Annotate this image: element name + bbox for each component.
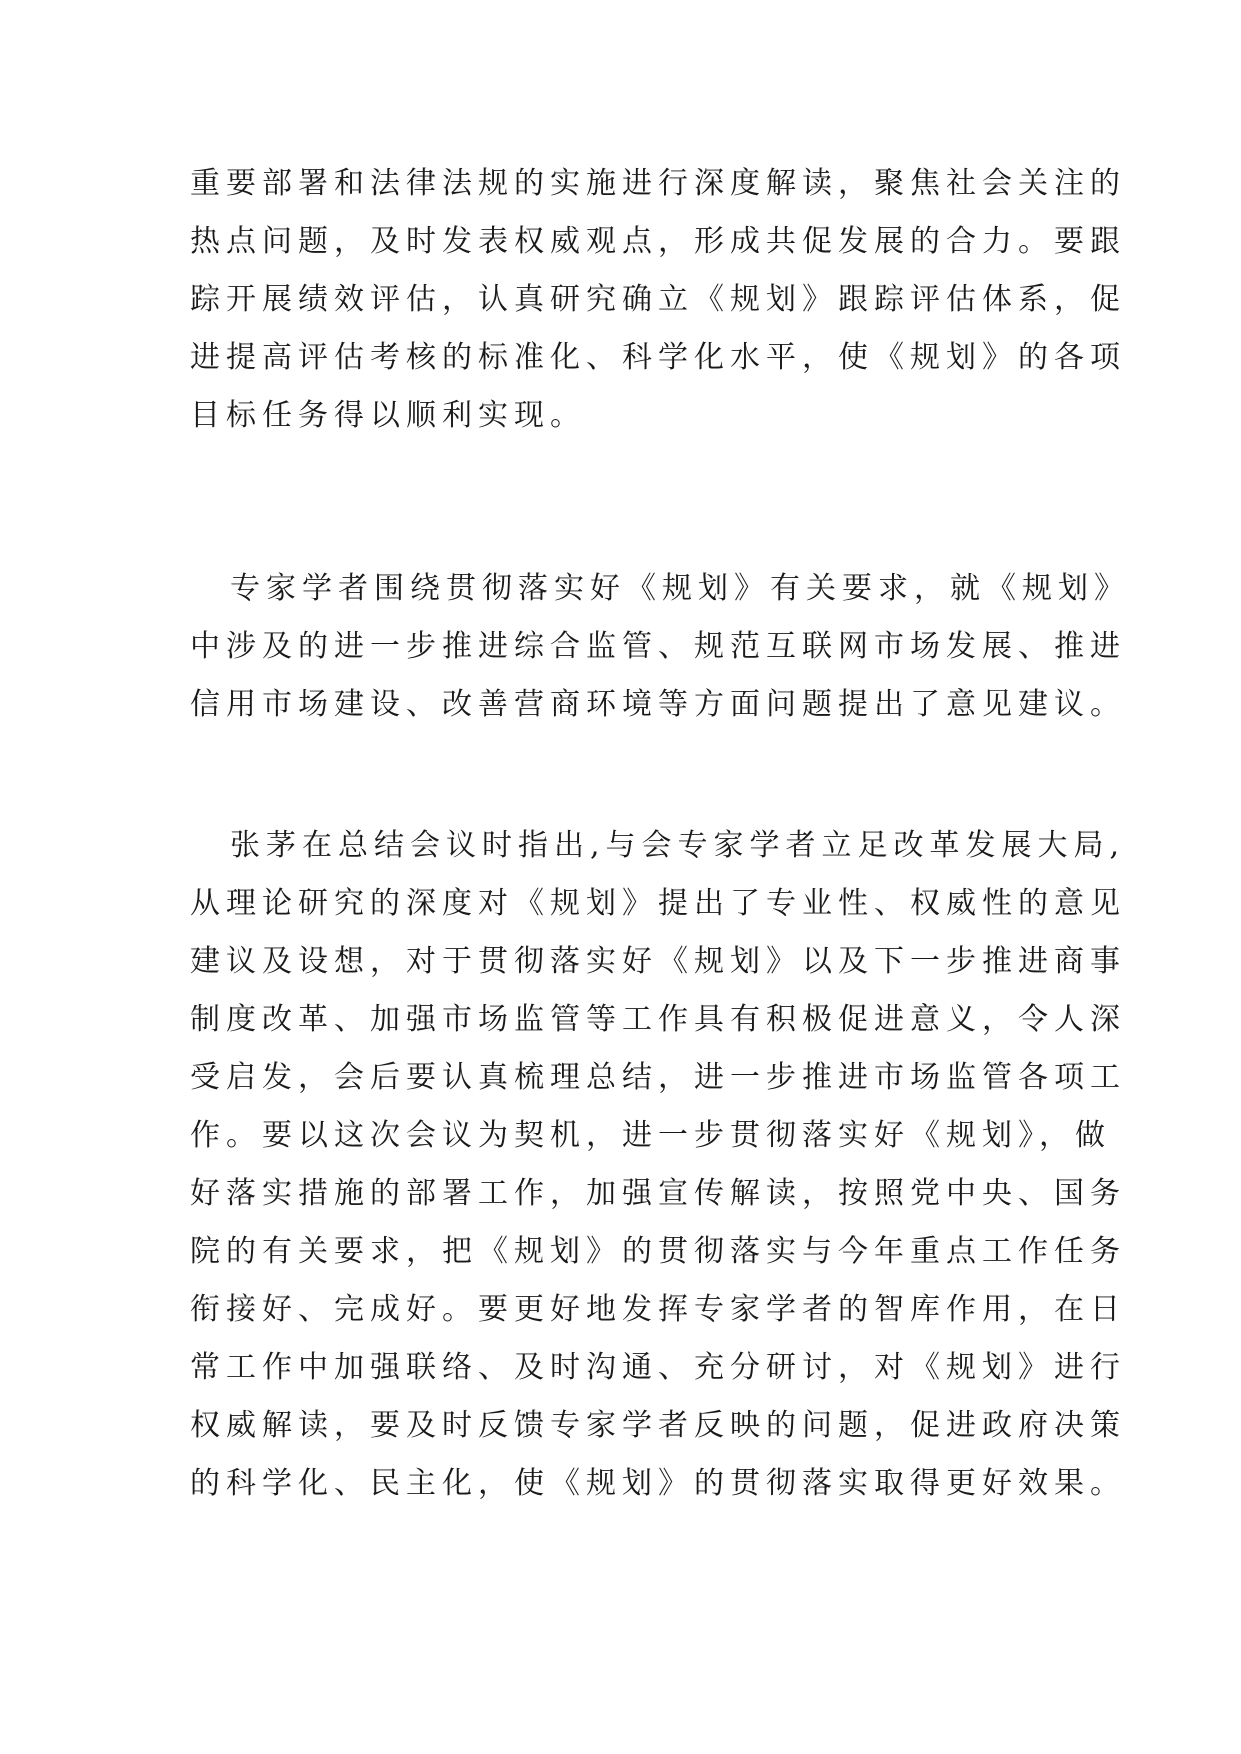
- text-line: 常工作中加强联络、及时沟通、充分研讨，对《规划》进行: [190, 1350, 1126, 1385]
- text-line: 权威解读，要及时反馈专家学者反映的问题，促进政府决策: [190, 1408, 1126, 1443]
- text-line: 从理论研究的深度对《规划》提出了专业性、权威性的意见: [190, 886, 1126, 921]
- text-line: 好落实措施的部署工作，加强宣传解读，按照党中央、国务: [190, 1176, 1126, 1211]
- paragraph-3: [190, 817, 1126, 1513]
- text-line: 进提高评估考核的标准化、科学化水平，使《规划》的各项: [190, 340, 1126, 375]
- text-line: 重要部署和法律法规的实施进行深度解读，聚焦社会关注的: [190, 166, 1126, 201]
- text-line: 制度改革、加强市场监管等工作具有积极促进意义，令人深: [190, 1002, 1126, 1037]
- text-line: 中涉及的进一步推进综合监管、规范互联网市场发展、推进: [190, 629, 1126, 664]
- text-line: 受启发，会后要认真梳理总结，进一步推进市场监管各项工: [190, 1060, 1126, 1095]
- text-line: 目标任务得以顺利实现。: [190, 398, 586, 433]
- text-line: 衔接好、完成好。要更好地发挥专家学者的智库作用，在日: [190, 1292, 1126, 1327]
- text-line: 热点问题，及时发表权威观点，形成共促发展的合力。要跟: [190, 224, 1126, 259]
- text-line: 张茅在总结会议时指出,与会专家学者立足改革发展大局,: [230, 828, 1126, 863]
- text-line: 作。要以这次会议为契机，进一步贯彻落实好《规划》，做: [190, 1118, 1111, 1153]
- paragraph-2: [190, 560, 1130, 734]
- paragraph-1: [190, 155, 1126, 445]
- text-line: 信用市场建设、改善营商环境等方面问题提出了意见建议。: [190, 687, 1126, 722]
- text-line: 踪开展绩效评估，认真研究确立《规划》跟踪评估体系，促: [190, 282, 1126, 317]
- text-line: 专家学者围绕贯彻落实好《规划》有关要求，就《规划》: [230, 571, 1130, 606]
- text-line: 院的有关要求，把《规划》的贯彻落实与今年重点工作任务: [190, 1234, 1126, 1269]
- text-line: 建议及设想，对于贯彻落实好《规划》以及下一步推进商事: [190, 944, 1126, 979]
- text-line: 的科学化、民主化，使《规划》的贯彻落实取得更好效果。: [190, 1466, 1126, 1501]
